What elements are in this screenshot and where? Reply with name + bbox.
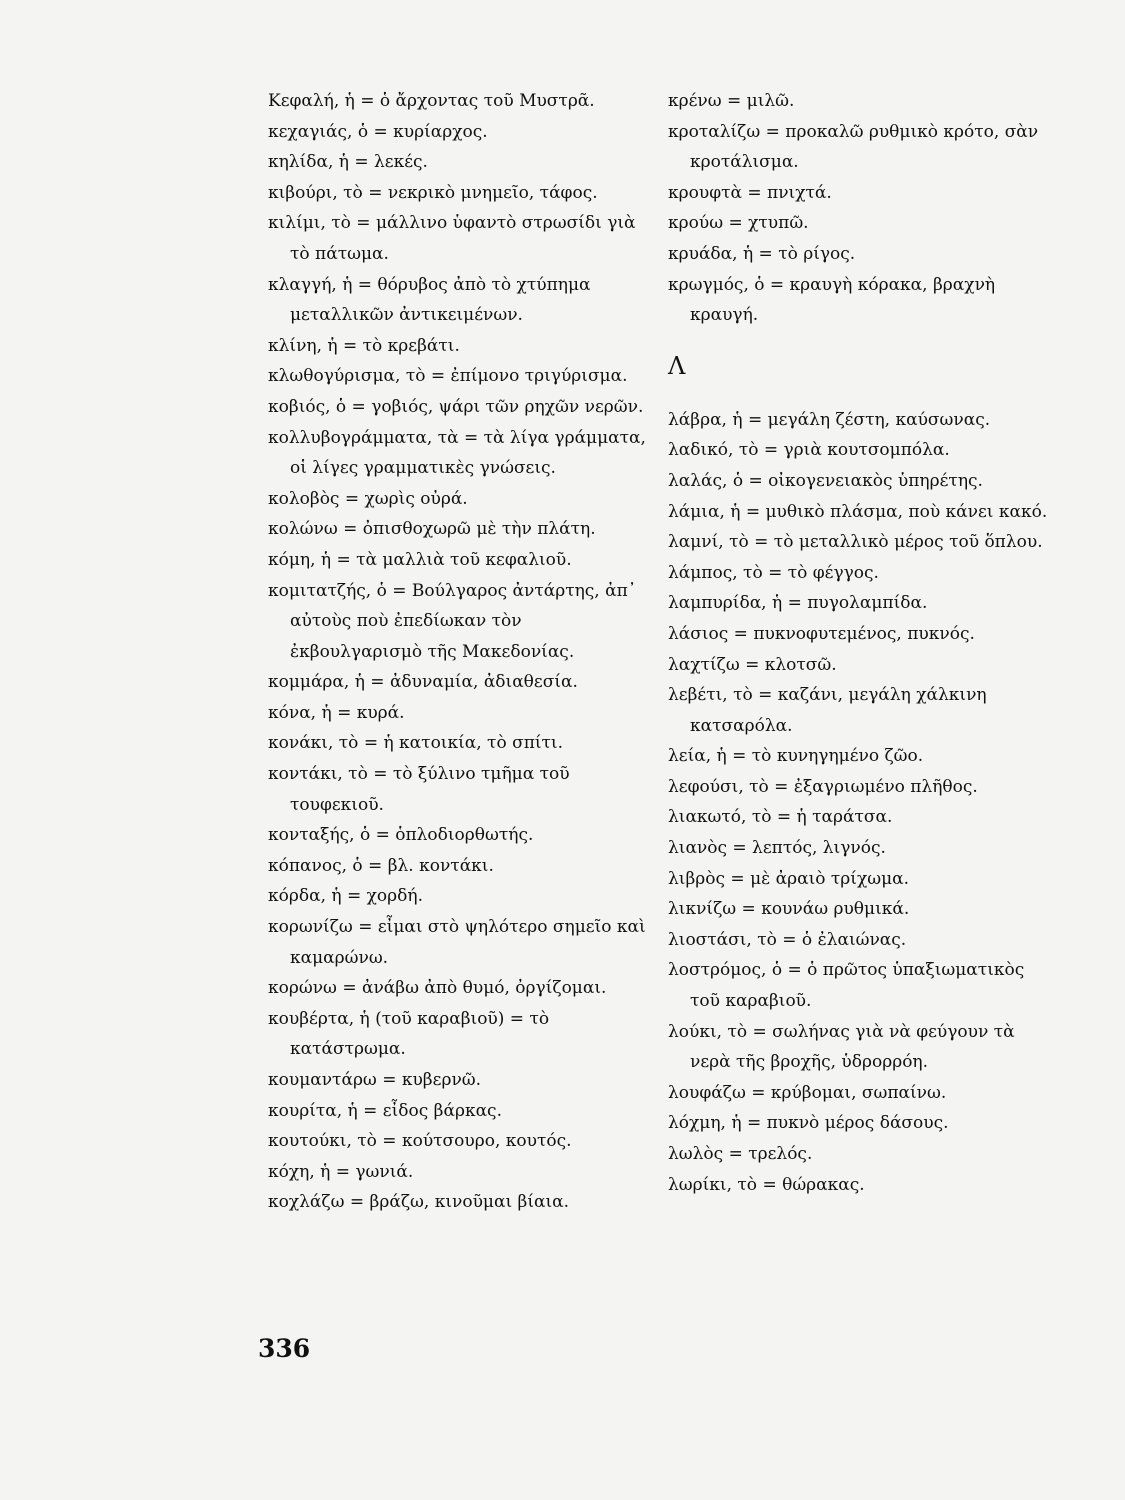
glossary-entry: λάμπος, τὸ = τὸ φέγγος.	[668, 562, 879, 583]
glossary-entry: κρωγμός, ὁ = κραυγὴ κόρακα, βραχνὴ κραυγή.	[668, 274, 996, 326]
glossary-entry: λουφάζω = κρύβομαι, σωπαίνω.	[668, 1082, 947, 1103]
glossary-entry: κόπανος, ὁ = βλ. κοντάκι.	[268, 855, 494, 876]
glossary-entry: Κεφαλή, ἡ = ὁ ἄρχοντας τοῦ Μυστρᾶ.	[268, 91, 595, 111]
right-column-lambda-entries	[668, 405, 1048, 1200]
glossary-entry: λάβρα, ἡ = μεγάλη ζέστη, καύσωνας.	[668, 409, 991, 430]
glossary-entry: κόμη, ἡ = τὰ μαλλιὰ τοῦ κεφαλιοῦ.	[268, 549, 572, 570]
glossary-entry: λοστρόμος, ὁ = ὁ πρῶτος ὑπαξιωματικὸς τοῦ καραβιοῦ.	[668, 960, 1025, 1012]
page-number: 336	[258, 1334, 311, 1363]
glossary-entry: κροταλίζω = προκαλῶ ρυθμικὸ κρότο, σὰν κροτάλισμα.	[668, 121, 1039, 173]
glossary-entry: κοντάκι, τὸ = τὸ ξύλινο τμῆμα τοῦ τουφεκιοῦ.	[268, 764, 570, 815]
glossary-entry: λεβέτι, τὸ = καζάνι, μεγάλη χάλκινη κατσαρόλα.	[668, 685, 987, 736]
glossary-entry: λαμπυρίδα, ἡ = πυγολαμπίδα.	[668, 593, 928, 614]
glossary-entry: λιανὸς = λεπτός, λιγνός.	[668, 838, 886, 859]
glossary-entry: κοχλάζω = βράζω, κινοῦμαι βίαια.	[268, 1192, 570, 1213]
left-column	[268, 86, 648, 1218]
right-column-top-entries	[668, 86, 1048, 331]
glossary-entry: κρυάδα, ἡ = τὸ ρίγος.	[668, 243, 856, 264]
glossary-entry: λικνίζω = κουνάω ρυθμικά.	[668, 899, 910, 920]
glossary-entry: λαλάς, ὁ = οἰκογενειακὸς ὑπηρέτης.	[668, 470, 983, 491]
glossary-entry: λόχμη, ἡ = πυκνὸ μέρος δάσους.	[668, 1113, 949, 1134]
glossary-entry: λιακωτό, τὸ = ἡ ταράτσα.	[668, 807, 893, 828]
glossary-entry: λωλὸς = τρελός.	[668, 1144, 813, 1164]
glossary-entry: κονταξής, ὁ = ὁπλοδιορθωτής.	[268, 825, 534, 846]
glossary-entry: κορώνω = ἀνάβω ἀπὸ θυμό, ὀργίζομαι.	[268, 978, 607, 999]
glossary-entry: κόχη, ἡ = γωνιά.	[268, 1161, 414, 1182]
glossary-entry: λωρίκι, τὸ = θώρακας.	[668, 1174, 865, 1195]
glossary-entry: κουρίτα, ἡ = εἶδος βάρκας.	[268, 1100, 502, 1121]
glossary-entry: κόρδα, ἡ = χορδή.	[268, 886, 423, 907]
glossary-entry: κουτούκι, τὸ = κούτσουρο, κουτός.	[268, 1131, 572, 1152]
glossary-entry: κουβέρτα, ἡ (τοῦ καραβιοῦ) = τὸ κατάστρωμα.	[268, 1008, 550, 1060]
glossary-entry: κονάκι, τὸ = ἡ κατοικία, τὸ σπίτι.	[268, 733, 564, 754]
glossary-entry: λάσιος = πυκνοφυτεμένος, πυκνός.	[668, 623, 975, 644]
glossary-entry: κολλυβογράμματα, τὰ = τὰ λίγα γράμματα, οἱ λίγες γραμματικὲς γνώσεις.	[268, 427, 646, 479]
glossary-entry: κομιτατζής, ὁ = Βούλγαρος ἀντάρτης, ἀπ᾽ αὐτοὺς ποὺ ἐπεδίωκαν τὸν ἐκβουλγαρισμὸ τῆς Μακεδονίας.	[268, 580, 637, 662]
glossary-entry: κιβούρι, τὸ = νεκρικὸ μνημεῖο, τάφος.	[268, 182, 598, 203]
glossary-entry: κολοβὸς = χωρὶς οὐρά.	[268, 488, 468, 509]
glossary-entry: κορωνίζω = εἶμαι στὸ ψηλότερο σημεῖο καὶ καμαρώνω.	[268, 917, 646, 968]
right-column	[668, 86, 1048, 1200]
glossary-entry: κλαγγή, ἡ = θόρυβος ἀπὸ τὸ χτύπημα μεταλλικῶν ἀντικειμένων.	[268, 274, 591, 326]
glossary-entry: κεχαγιάς, ὁ = κυρίαρχος.	[268, 121, 488, 142]
glossary-entry: κρένω = μιλῶ.	[668, 91, 795, 111]
glossary-entry: κολώνω = ὀπισθοχωρῶ μὲ τὴν πλάτη.	[268, 519, 596, 540]
glossary-entry: κουμαντάρω = κυβερνῶ.	[268, 1070, 482, 1090]
glossary-entry: λάμια, ἡ = μυθικὸ πλάσμα, ποὺ κάνει κακό.	[668, 501, 1048, 522]
glossary-entry: λεφούσι, τὸ = ἐξαγριωμένο πλῆθος.	[668, 776, 978, 797]
glossary-entry: λιοστάσι, τὸ = ὁ ἐλαιώνας.	[668, 929, 907, 950]
glossary-entry: λεία, ἡ = τὸ κυνηγημένο ζῶο.	[668, 746, 924, 767]
glossary-entry: κόνα, ἡ = κυρά.	[268, 702, 405, 723]
glossary-entry: κομμάρα, ἡ = ἀδυναμία, ἀδιαθεσία.	[268, 672, 578, 693]
glossary-entry: κλίνη, ἡ = τὸ κρεβάτι.	[268, 335, 460, 356]
glossary-entry: κρουφτὰ = πνιχτά.	[668, 182, 832, 203]
glossary-entry: κηλίδα, ἡ = λεκές.	[268, 152, 428, 173]
section-letter-heading: Λ	[668, 351, 686, 380]
glossary-entry: κρούω = χτυπῶ.	[668, 213, 809, 234]
glossary-entry: λαδικό, τὸ = γριὰ κουτσομπόλα.	[668, 440, 950, 461]
glossary-entry: κιλίμι, τὸ = μάλλινο ὑφαντὸ στρωσίδι γιὰ τὸ πάτωμα.	[268, 213, 636, 264]
glossary-entry: κοβιός, ὁ = γοβιός, ψάρι τῶν ρηχῶν νερῶν.	[268, 396, 644, 417]
glossary-entry: λιβρὸς = μὲ ἀραιὸ τρίχωμα.	[668, 868, 910, 889]
glossary-entry: κλωθογύρισμα, τὸ = ἐπίμονο τριγύρισμα.	[268, 366, 628, 387]
glossary-entry: λούκι, τὸ = σωλήνας γιὰ νὰ φεύγουν τὰ νερὰ τῆς βροχῆς, ὑδρορρόη.	[668, 1021, 1015, 1073]
glossary-entry: λαμνί, τὸ = τὸ μεταλλικὸ μέρος τοῦ ὅπλου.	[668, 532, 1043, 553]
glossary-entry: λαχτίζω = κλοτσῶ.	[668, 654, 837, 675]
